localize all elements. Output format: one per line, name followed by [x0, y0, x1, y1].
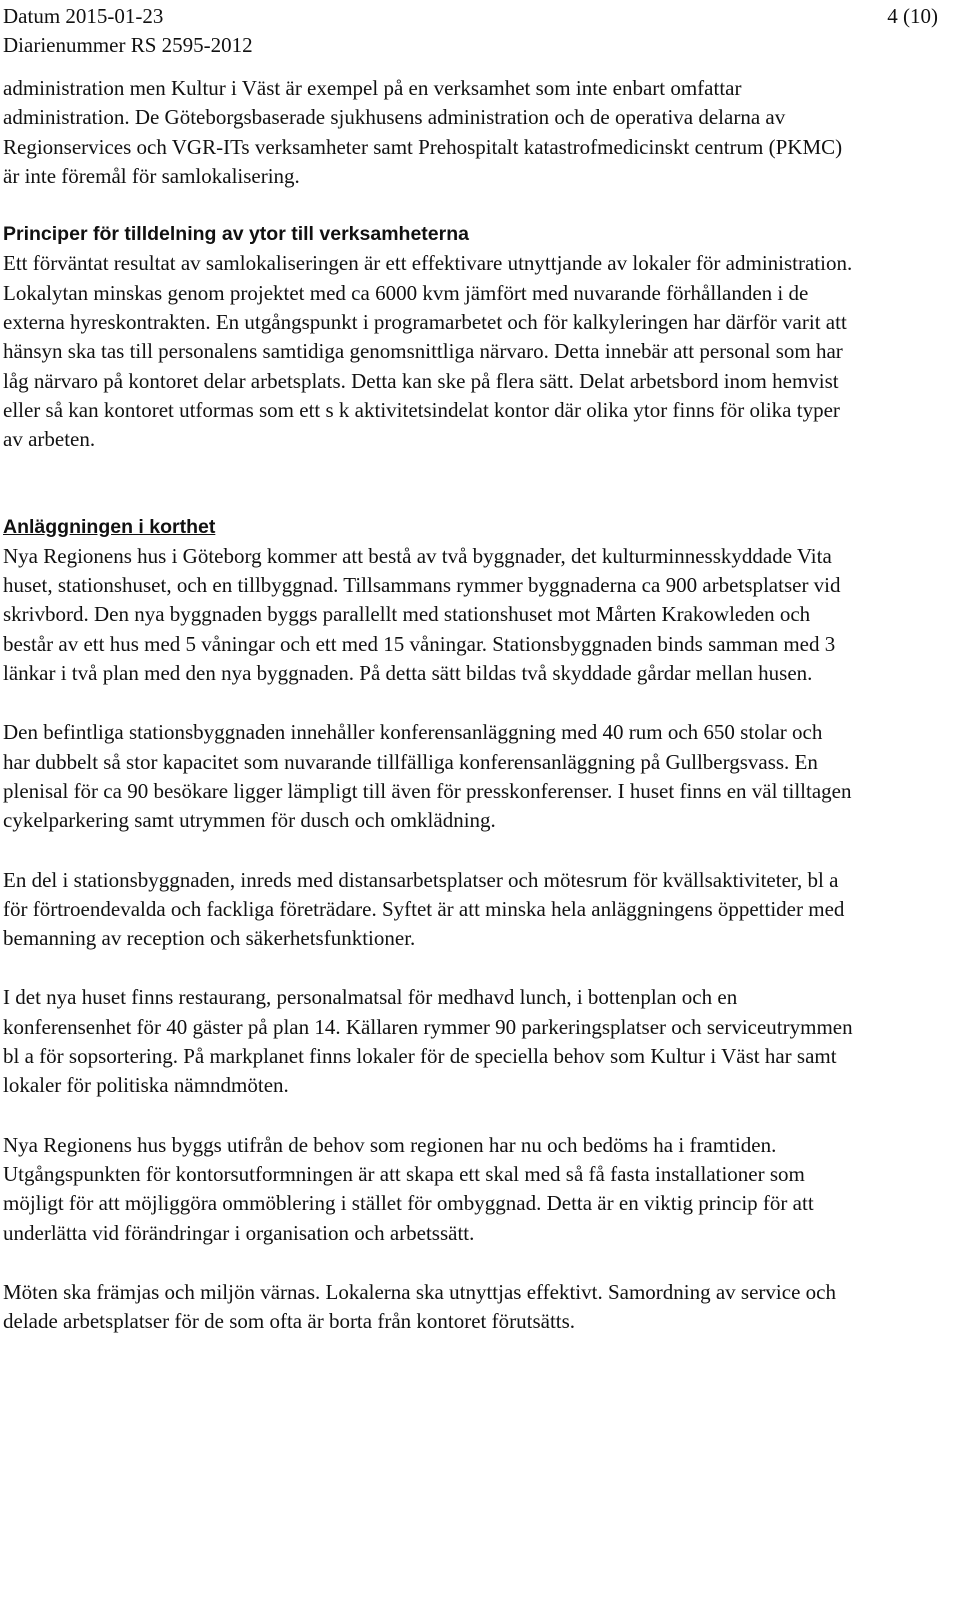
- header-diary-number: Diarienummer RS 2595-2012: [3, 33, 253, 57]
- page-number: 4 (10): [887, 4, 938, 28]
- facility-paragraph: Möten ska främjas och miljön värnas. Lokalerna ska utnyttjas effektivt. Samordning av service och delade arbetsplatser för de som ofta är borta från kontoret förutsätts.: [3, 1279, 836, 1334]
- facility-paragraph: I det nya huset finns restaurang, personalmatsal för medhavd lunch, i bottenplan och en konferensenhet för 40 gäster på plan 14. Källaren rymmer 90 parkeringsplatser och serviceutrymmen bl a för sopsortering. På markplanet finns lokaler för de speciella behov som Kultur i Väst har samt lokaler för politiska nämndmöten.: [3, 985, 853, 1098]
- header-date: Datum 2015-01-23: [3, 4, 164, 28]
- document-body: [3, 74, 853, 1336]
- section-heading-facility: Anläggningen i korthet: [3, 515, 216, 538]
- facility-paragraph: Nya Regionens hus i Göteborg kommer att bestå av två byggnader, det kulturminnesskyddade Vita huset, stationshuset, och en tillbyggnad. Tillsammans rymmer byggnaderna ca 900 arbetsplatser vid skrivbord. Den nya byggnaden byggs parallellt med stationshuset mot Mårten Krakowleden och består av ett hus med 5 våningar och ett med 15 våningar. Stationsbyggnaden binds samman med 3 länkar i två plan med den nya byggnaden. På detta sätt bildas två skyddade gårdar mellan husen.: [3, 543, 841, 686]
- principles-paragraph: Ett förväntat resultat av samlokaliseringen är ett effektivare utnyttjande av lokaler för administration. Lokalytan minskas genom projektet med ca 6000 kvm jämfört med nuvarande förhållanden i de externa hyreskontrakten. En utgångspunkt i programarbetet och för kalkyleringen har därför varit att hänsyn ska tas till personalens samtidiga genomsnittliga närvaro. Detta innebär att personal som har låg närvaro på kontoret delar arbetsplats. Detta kan ske på flera sätt. Delat arbetsbord inom hemvist eller så kan kontoret utformas som ett s k aktivitetsindelat kontor där olika ytor finns för olika typer av arbeten.: [3, 251, 853, 452]
- intro-paragraph: administration men Kultur i Väst är exempel på en verksamhet som inte enbart omfattar administration. De Göteborgsbaserade sjukhusens administration och de operativa delarna av Regionservices och VGR-ITs verksamheter samt Prehospitalt katastrofmedicinskt centrum (PKMC) är inte föremål för samlokalisering.: [3, 76, 843, 188]
- section-heading-principles: Principer för tilldelning av ytor till verksamheterna: [3, 223, 469, 246]
- page-header: [3, 2, 253, 60]
- facility-paragraph: En del i stationsbyggnaden, inreds med distansarbetsplatser och mötesrum för kvällsaktiviteter, bl a för förtroendevalda och fackliga företrädare. Syftet är att minska hela anläggningens öppettider med bemanning av reception och säkerhetsfunktioner.: [3, 867, 845, 951]
- facility-paragraph: Den befintliga stationsbyggnaden innehåller konferensanläggning med 40 rum och 650 stolar och har dubbelt så stor kapacitet som nuvarande tillfälliga konferensanläggning på Gullbergsvass. En plenisal för ca 90 besökare ligger lämpligt till även för presskonferenser. I huset finns en väl tilltagen cykelparkering samt utrymmen för dusch och omklädning.: [3, 720, 852, 833]
- facility-paragraph: Nya Regionens hus byggs utifrån de behov som regionen har nu och bedöms ha i framtiden. Utgångspunkten för kontorsutformningen är att skapa ett skal med så få fasta installationer som möjligt för att möjliggöra ommöblering i stället för ombyggnad. Detta är en viktig princip för att underlätta vid förändringar i organisation och arbetssätt.: [3, 1132, 814, 1245]
